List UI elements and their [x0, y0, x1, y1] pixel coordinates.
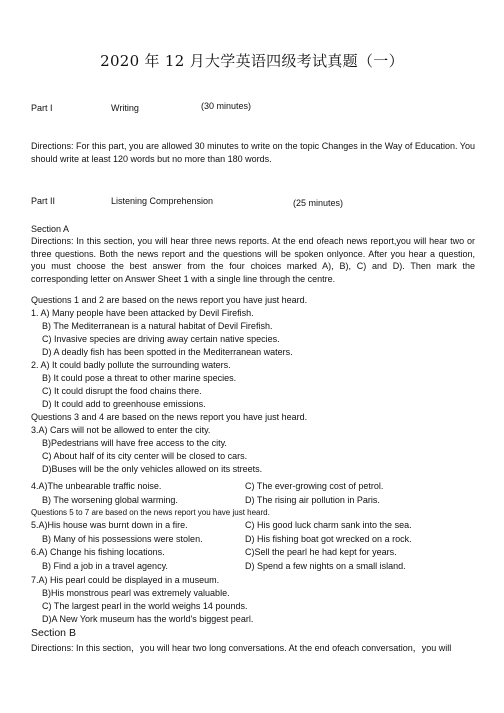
q2-option-c: C) It could disrupt the food chains there. [42, 386, 202, 396]
part2-time: (25 minutes) [293, 198, 344, 208]
part2-name: Listening Comprehension [111, 196, 214, 206]
part1-name: Writing [111, 103, 139, 113]
q3-option-d: D)Buses will be the only vehicles allowed on its streets. [42, 464, 263, 474]
q7-option-c: C) The largest pearl in the world weighs 14 pounds. [42, 601, 248, 611]
q7-option-a: 7.A) His pearl could be displayed in a museum. [31, 575, 220, 585]
q5-option-d: D) His fishing boat got wrecked on a rock. [245, 534, 412, 544]
q6-option-a: 6.A) Change his fishing locations. [31, 547, 165, 557]
q2-option-a: 2. A) It could badly pollute the surrounding waters. [31, 360, 231, 370]
q4-option-d: D) The rising air pollution in Paris. [245, 495, 380, 505]
q2-option-d: D) It could add to greenhouse emissions. [42, 399, 206, 409]
questions-1-2-intro: Questions 1 and 2 are based on the news report you have just heard. [31, 295, 308, 305]
q6-option-b: B) Find a job in a travel agency. [42, 561, 168, 571]
questions-5-7-intro: Questions 5 to 7 are based on the news report you have just heard. [31, 508, 270, 517]
part1-label: Part I [31, 103, 53, 113]
q1-option-a: 1. A) Many people have been attacked by Devil Firefish. [31, 308, 254, 318]
q3-option-c: C) About half of its city center will be closed to cars. [42, 451, 248, 461]
questions-3-4-intro: Questions 3 and 4 are based on the news report you have just heard. [31, 412, 308, 422]
page-title: 2020 年 12 月大学英语四级考试真题（一） [100, 52, 404, 70]
part1-directions: Directions: For this part, you are allowed 30 minutes to write on the topic Changes in the Way of Education. You should write at least 120 words but no more than 180 words. [31, 141, 475, 164]
q3-option-b: B)Pedestrians will have free access to the city. [42, 438, 227, 448]
q3-option-a: 3.A) Cars will not be allowed to enter the city. [31, 425, 211, 435]
q7-option-b: B)His monstrous pearl was extremely valuable. [42, 588, 230, 598]
part1-time: (30 minutes) [201, 101, 252, 111]
q6-option-c: C)Sell the pearl he had kept for years. [245, 547, 397, 557]
q7-option-d: D)A New York museum has the world's biggest pearl. [42, 614, 254, 624]
section-b-directions: Directions: In this section，you will hear two long conversations. At the end ofeach conversation，you will [31, 643, 452, 653]
q1-option-b: B) The Mediterranean is a natural habitat of Devil Firefish. [42, 321, 273, 331]
section-a-directions: Directions: In this section, you will hear three news reports. At the end ofeach news report,you will hear two or three questions. Both the news report and the questions will be spoken onlyonce. After you hear a question, you must choose the best answer from the four choices marked A), B), C) and D). Then mark the corresponding letter on Answer Sheet 1 with a single line through the centre. [31, 236, 475, 284]
q4-option-a: 4.A)The unbearable traffic noise. [31, 481, 162, 491]
q4-option-b: B) The worsening global warming. [42, 495, 178, 505]
q1-option-c: C) Invasive species are driving away certain native species. [42, 334, 280, 344]
section-b-heading: Section B [31, 627, 76, 639]
q6-option-d: D) Spend a few nights on a small island. [245, 561, 406, 571]
part2-label: Part II [31, 196, 56, 206]
section-a-heading: Section A [31, 224, 70, 234]
q5-option-a: 5.A)His house was burnt down in a fire. [31, 520, 188, 530]
q1-option-d: D) A deadly fish has been spotted in the Mediterranean waters. [42, 347, 293, 357]
q4-option-c: C) The ever-growing cost of petrol. [245, 481, 384, 491]
q2-option-b: B) It could pose a threat to other marine species. [42, 373, 237, 383]
q5-option-b: B) Many of his possessions were stolen. [42, 534, 203, 544]
q5-option-c: C) His good luck charm sank into the sea. [245, 520, 412, 530]
